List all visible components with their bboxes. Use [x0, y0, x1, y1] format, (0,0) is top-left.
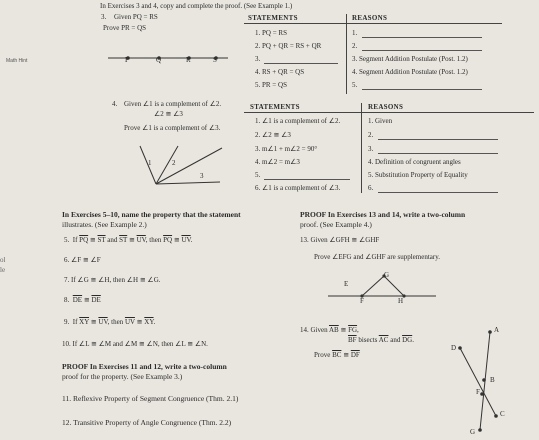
ex4-statement-6: 6. ∠1 is a complement of ∠3.	[255, 184, 341, 192]
ex4-reason-1: 1. Given	[368, 117, 393, 125]
ex3-prove: Prove PR = QS	[103, 24, 147, 32]
exercise-10: 10. If ∠L ≅ ∠M and ∠M ≅ ∠N, then ∠L ≅ ∠N.	[62, 340, 208, 348]
ex4-statement-3: 3. m∠1 + m∠2 = 90°	[255, 145, 318, 153]
left-proof-instructions-1: PROOF In Exercises 11 and 12, write a two-column	[62, 362, 227, 371]
exercise-8: 8. $\overline{DE}$ ≅ $\overline{DE}$	[64, 296, 101, 304]
ex3-statements-header: STATEMENTS	[248, 14, 298, 22]
angle-label-3: 3	[200, 172, 204, 180]
left-proof-instructions-2: proof for the property. (See Example 3.)	[62, 372, 183, 381]
ex4-reason-5: 5. Substitution Property of Equality	[368, 171, 468, 179]
ex4-given-1: Given ∠1 is a complement of ∠2.	[124, 100, 222, 108]
ex3-reason-1: 1.	[352, 29, 358, 37]
point-label-s: S	[213, 56, 217, 64]
exercise-13-prove: Prove ∠EFG and ∠GHF are supplementary.	[314, 253, 441, 261]
point-label-d: D	[451, 344, 457, 352]
ex3-given: Given PQ = RS	[114, 13, 158, 21]
ex4-blank-reason-2[interactable]	[378, 139, 498, 140]
ex4-reason-4: 4. Definition of congruent angles	[368, 158, 461, 166]
ex3-reason-2: 2.	[352, 42, 358, 50]
exercise-12: 12. Transitive Property of Angle Congruence (Thm. 2.2)	[62, 418, 232, 427]
point-label-r: R	[186, 56, 191, 64]
right-proof-instructions-2: proof. (See Example 4.)	[300, 220, 372, 229]
point-label-h: H	[398, 297, 404, 305]
ex4-number: 4.	[112, 100, 118, 108]
ex3-reasons-header: REASONS	[352, 14, 388, 22]
point-label-a: A	[494, 326, 500, 334]
point-label-f2: F	[476, 388, 480, 396]
exercise-5: 5. If $\overline{PQ}$ ≅ $\overline{ST}$ and $\overline{ST}$ ≅ $\overline{UV}$, then $\overline{PQ}$ ≅ $\overline{UV}$.	[64, 236, 193, 244]
exercise-13-given: 13. Given ∠GFH ≅ ∠GHF	[300, 236, 380, 244]
ex3-number: 3.	[101, 13, 107, 21]
point-label-c: C	[500, 410, 505, 418]
ex3-blank-reason-2[interactable]	[362, 50, 482, 51]
exercise-header: In Exercises 3 and 4, copy and complete the proof. (See Example 1.)	[100, 2, 293, 10]
right-proof-instructions-1: PROOF In Exercises 13 and 14, write a two-column	[300, 210, 466, 219]
ex3-reason-3: 3. Segment Addition Postulate (Post. 1.2)	[352, 55, 468, 63]
ex4-reasons-header: REASONS	[368, 103, 404, 111]
ex4-statement-1: 1. ∠1 is a complement of ∠2.	[255, 117, 341, 125]
point-label-q: Q	[156, 56, 162, 64]
left-instructions-2: illustrates. (See Example 2.)	[62, 220, 147, 229]
ex3-reason-4: 4. Segment Addition Postulate (Post. 1.2)	[352, 68, 468, 76]
point-label-f: F	[360, 297, 364, 305]
point-label-e: E	[344, 280, 349, 288]
exercise-14-given: 14. Given $\overline{AB}$ ≅ $\overline{FG}$,	[300, 326, 359, 334]
ex4-reason-2: 2.	[368, 131, 374, 139]
exercise-14-prove: Prove $\overline{BC}$ ≅ $\overline{DF}$	[314, 351, 360, 359]
ex4-statements-header: STATEMENTS	[250, 103, 300, 111]
ex4-given-2: ∠2 ≅ ∠3	[154, 110, 183, 118]
point-label-g2: G	[470, 428, 476, 436]
ex4-statement-2: 2. ∠2 ≅ ∠3	[255, 131, 291, 139]
angle-label-2: 2	[172, 159, 176, 167]
exercise-11: 11. Reflexive Property of Segment Congruence (Thm. 2.1)	[62, 394, 239, 403]
margin-note: Math Hint	[6, 58, 28, 64]
ex4-statement-4: 4. m∠2 = m∠3	[255, 158, 300, 166]
left-instructions-1: In Exercises 5–10, name the property that the statement	[62, 210, 241, 219]
ex4-blank-statement-5[interactable]	[264, 179, 350, 180]
edge-fragment-2: le	[0, 266, 6, 274]
ex3-statement-3: 3.	[255, 55, 261, 63]
ex4-blank-reason-3[interactable]	[378, 153, 498, 154]
ex3-blank-reason-1[interactable]	[362, 37, 482, 38]
ex3-blank-reason-5[interactable]	[362, 89, 482, 90]
exercise-7: 7. If ∠G ≅ ∠H, then ∠H ≅ ∠G.	[64, 276, 161, 284]
edge-fragment-1: ol	[0, 256, 6, 264]
ex4-reason-6: 6.	[368, 184, 374, 192]
ex3-statement-1: 1. PQ = RS	[255, 29, 287, 37]
ex4-blank-reason-6[interactable]	[378, 192, 498, 193]
ex4-reason-3: 3.	[368, 145, 374, 153]
ex3-statement-2: 2. PQ + QR = RS + QR	[255, 42, 322, 50]
ex14-diagram	[440, 326, 510, 438]
angle-label-1: 1	[148, 159, 152, 167]
point-label-p: P	[125, 56, 129, 64]
ex3-statement-4: 4. RS + QR = QS	[255, 68, 305, 76]
point-label-g: G	[384, 271, 390, 279]
exercise-9: 9. If $\overline{XY}$ ≅ $\overline{UV}$, then $\overline{UV}$ ≅ $\overline{XY}$.	[64, 318, 156, 326]
exercise-6: 6. ∠F ≅ ∠F	[64, 256, 101, 264]
ex3-blank-statement-3[interactable]	[264, 63, 338, 64]
exercise-14-given-2: $\overline{BF}$ bisects $\overline{AC}$ and $\overline{DG}$.	[348, 336, 414, 344]
ex4-prove: Prove ∠1 is a complement of ∠3.	[124, 124, 221, 132]
ex3-reason-5: 5.	[352, 81, 358, 89]
ex4-statement-5: 5.	[255, 171, 261, 179]
ex3-statement-5: 5. PR = QS	[255, 81, 287, 89]
point-label-b: B	[490, 376, 495, 384]
